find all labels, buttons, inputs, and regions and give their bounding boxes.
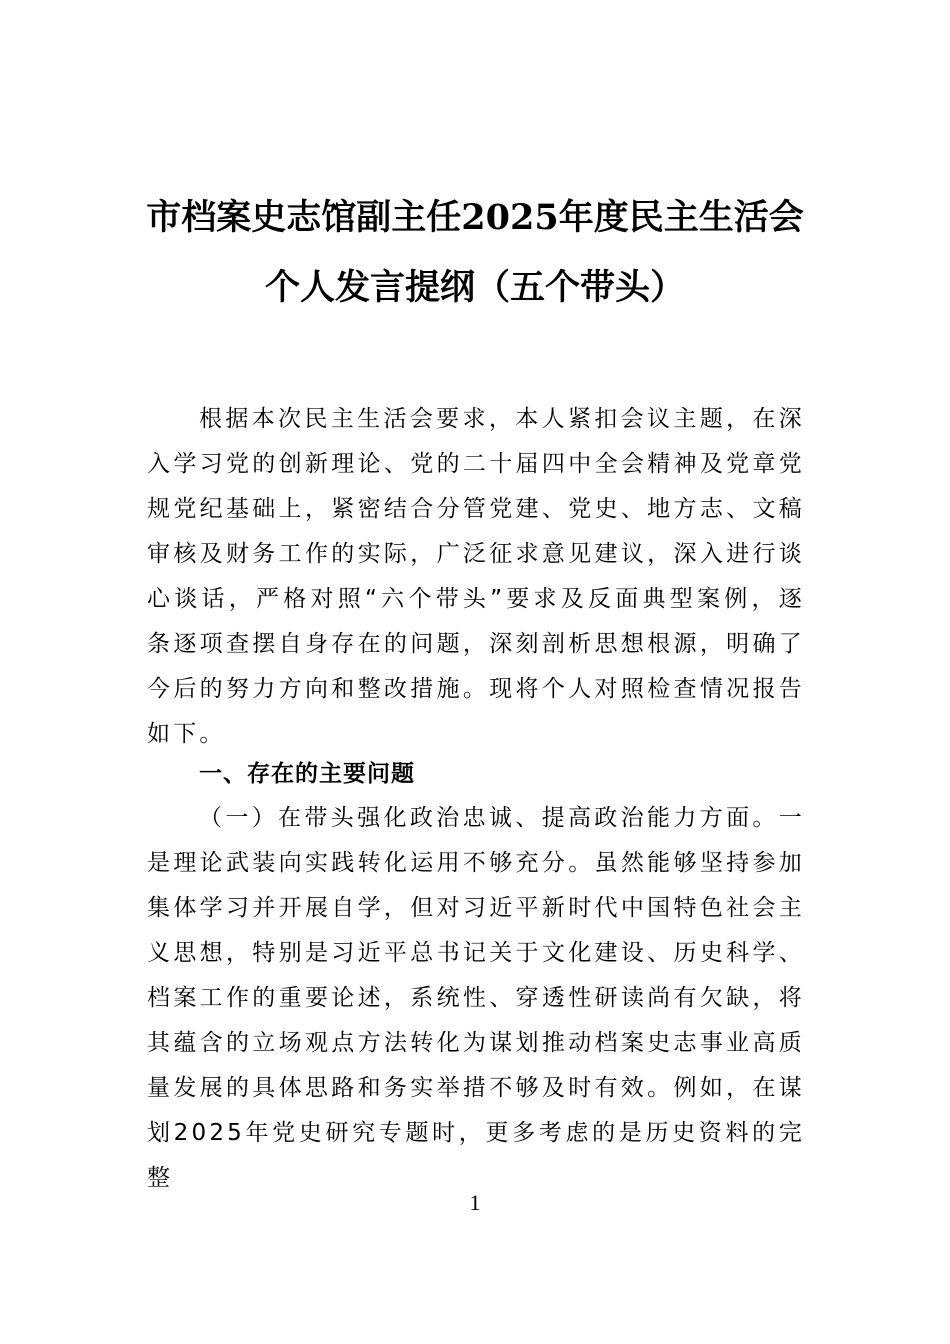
section-paragraph: （一）在带头强化政治忠诚、提高政治能力方面。一是理论武装向实践转化运用不够充分。虽然能够坚持参加集体学习并开展自学，但对习近平新时代中国特色社会主义思想，特别是习近平总书记关于文化建设、历史科学、档案工作的重要论述，系统性、穿透性研读尚有欠缺，将其蕴含的立场观点方法转化为谋划推动档案史志事业高质量发展的具体思路和务实举措不够及时有效。例如，在谋划2025年党史研究专题时，更多考虑的是历史资料的完整 [147, 805, 805, 1191]
document-title-line-2: 个人发言提纲（五个带头） [264, 267, 685, 308]
intro-paragraph: 根据本次民主生活会要求，本人紧扣会议主题，在深入学习党的创新理论、党的二十届四中全会精神及党章党规党纪基础上，紧密结合分管党建、党史、地方志、文稿审核及财务工作的实际，广泛征求意见建议，深入进行谈心谈话，严格对照“六个带头”要求及反面典型案例，逐条逐项查摆自身存在的问题，深刻剖析思想根源，明确了今后的努力方向和整改措施。现将个人对照检查情况报告如下。 [147, 406, 805, 747]
document-title-line-1: 市档案史志馆副主任2025年度民主生活会 [146, 197, 804, 238]
section-heading: 一、存在的主要问题 [199, 761, 415, 787]
page-number: 1 [469, 1190, 481, 1215]
